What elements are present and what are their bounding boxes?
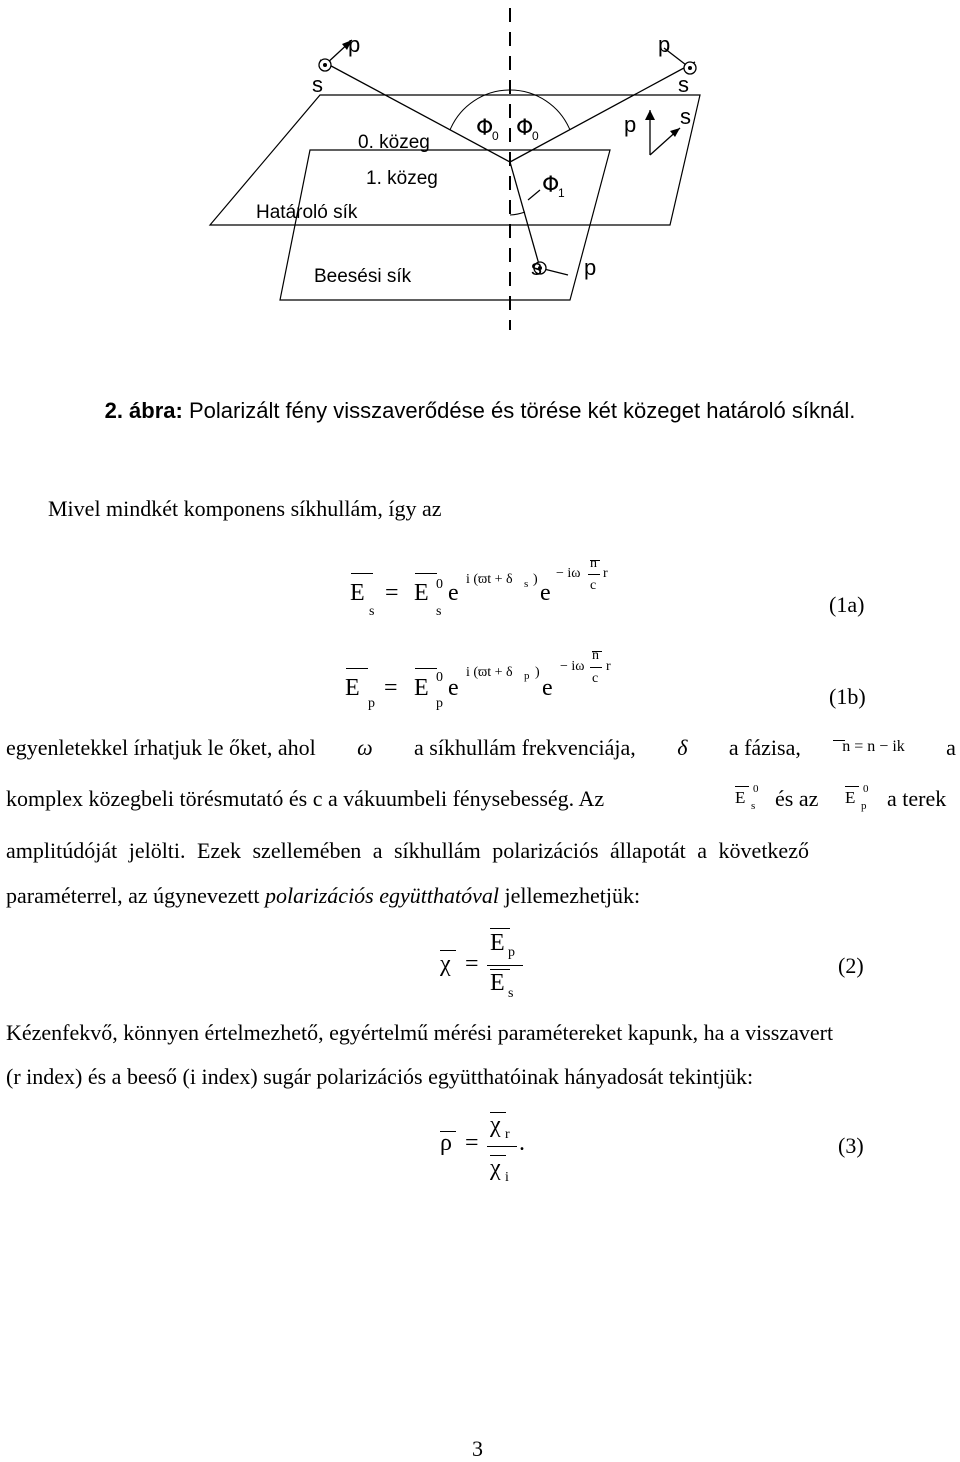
polarization-figure bbox=[180, 0, 740, 340]
eq1a-exp2-c: c bbox=[590, 578, 597, 593]
Ep0-sup: 0 bbox=[863, 783, 869, 795]
p2-text-b: és az bbox=[775, 786, 819, 811]
Es0-E: E bbox=[735, 788, 746, 807]
eq1b-exp2-n: n bbox=[592, 648, 599, 663]
p1-text-c: a fázisa, bbox=[728, 735, 801, 760]
label-p-reflected: p bbox=[658, 32, 671, 57]
eq1a-exp1: i (ϖt + δ bbox=[466, 572, 513, 587]
label-p-refracted: p bbox=[584, 255, 597, 280]
eq3-rho: ρ bbox=[440, 1130, 452, 1156]
label-phi0-left: Φ bbox=[476, 116, 494, 141]
p1-text-d: a bbox=[946, 735, 956, 760]
Es0-sup: 0 bbox=[753, 783, 759, 795]
paragraph-line-3 bbox=[6, 838, 956, 864]
label-phi0-left-sub: 0 bbox=[492, 129, 499, 143]
caption-label: 2. ábra: bbox=[104, 398, 183, 423]
eq1a-exp2-r: r bbox=[603, 566, 608, 581]
reflected-s-dot-center bbox=[688, 66, 692, 70]
p1-text-b: a síkhullám frekvenciája, bbox=[414, 735, 636, 760]
p2-text-c: a terek bbox=[887, 786, 947, 811]
p6-text: (r index) és a beeső (i index) sugár polarizációs együtthatóinak hányadosát tekintjük: bbox=[6, 1064, 754, 1089]
Ep0-E: E bbox=[845, 788, 856, 807]
eq1a-e2: e bbox=[540, 580, 551, 606]
eq2-Ep: E bbox=[490, 930, 505, 956]
eq1b-sub-p2: p bbox=[436, 696, 443, 711]
eqno-3: (3) bbox=[838, 1133, 864, 1158]
label-phi0-right: Φ bbox=[516, 116, 534, 141]
eq1b-e1: e bbox=[448, 675, 459, 701]
angle-arc-phi1 bbox=[510, 212, 525, 215]
label-medium1: 1. közeg bbox=[366, 168, 438, 189]
complex-index-formula: n = n − ik bbox=[842, 738, 905, 755]
delta-symbol: δ bbox=[677, 735, 688, 760]
eqno-2: (2) bbox=[838, 953, 864, 978]
eq2-chi: χ bbox=[440, 951, 451, 977]
eq1a-sub-s: s bbox=[369, 604, 375, 619]
eq1b-equals: = bbox=[384, 675, 398, 701]
eq1a-e1: e bbox=[448, 580, 459, 606]
eq3-chi-r: χ bbox=[490, 1112, 501, 1138]
label-s-incident: s bbox=[312, 72, 323, 97]
eq3-chi-i-sub: i bbox=[505, 1170, 509, 1185]
label-s-refracted: s bbox=[531, 255, 542, 280]
eq1b-exp1-close: ) bbox=[535, 665, 540, 680]
eq1a-E: E bbox=[350, 580, 365, 606]
reflected-ray bbox=[510, 62, 695, 162]
eq1b-E: E bbox=[345, 675, 360, 701]
label-medium0: 0. közeg bbox=[358, 132, 430, 153]
eq2-Es-sub: s bbox=[508, 986, 514, 1001]
eq2-Ep-sub: p bbox=[508, 945, 515, 960]
eq1a-sub-s2: s bbox=[436, 604, 442, 619]
eq1a-exp1-close: ) bbox=[533, 572, 538, 587]
eqno-1b: (1b) bbox=[829, 684, 866, 709]
eq1a-equals: = bbox=[385, 580, 399, 606]
label-p-incident: p bbox=[348, 32, 361, 57]
eq2-equals: = bbox=[465, 951, 479, 977]
eq3-chi-r-sub: r bbox=[505, 1127, 510, 1142]
p2-text-a: komplex közegbeli törésmutató és c a vákuumbeli fénysebesség. Az bbox=[6, 786, 605, 811]
eq1b-e2: e bbox=[542, 675, 553, 701]
p4-text-a: paraméterrel, az úgynevezett bbox=[6, 883, 260, 908]
figure-caption bbox=[60, 394, 900, 428]
caption-text: Polarizált fény visszaverődése és törése két közeget határoló síknál. bbox=[182, 398, 856, 423]
eq1b-exp2-c: c bbox=[592, 671, 599, 686]
eq1a-exp2: − iω bbox=[556, 566, 581, 581]
p4-text-b: jellemezhetjük: bbox=[504, 883, 641, 908]
eq1a-E0: E bbox=[414, 580, 429, 606]
eq3-equals: = bbox=[465, 1130, 479, 1156]
eq3-dot: . bbox=[519, 1130, 525, 1156]
eq1b-exp1: i (ϖt + δ bbox=[466, 665, 513, 680]
eq1a-exp2-n: n bbox=[590, 556, 597, 571]
eq1a-sup-0: 0 bbox=[436, 577, 443, 592]
p3-text: amplitúdóját jelölti. Ezek szellemében a síkhullám polarizációs állapotát a következő bbox=[6, 838, 809, 863]
paragraph-line-1 bbox=[6, 735, 956, 761]
incident-s-dot-center bbox=[323, 63, 327, 67]
Ep0-sub: p bbox=[861, 800, 867, 812]
p4-emphasis: polarizációs együtthatóval bbox=[264, 883, 499, 908]
eq2-Es: E bbox=[490, 970, 505, 996]
paragraph-line-4 bbox=[6, 883, 640, 909]
eq3-chi-i: χ bbox=[490, 1155, 501, 1181]
eqno-1a: (1a) bbox=[829, 592, 865, 617]
eq1b-sup-0: 0 bbox=[436, 670, 443, 685]
label-phi1: Φ bbox=[542, 173, 560, 198]
eq1b-sub-p: p bbox=[368, 696, 375, 711]
arrowhead bbox=[645, 110, 655, 120]
eq1a-exp1-sub: s bbox=[524, 578, 529, 590]
eq1b-exp1-sub: p bbox=[524, 670, 530, 682]
eq1b-E0: E bbox=[414, 675, 429, 701]
label-p-axis: p bbox=[624, 112, 637, 137]
label-s-axis: s bbox=[680, 104, 691, 129]
page-number: 3 bbox=[472, 1436, 483, 1461]
eq1b-exp2: − iω bbox=[560, 659, 585, 674]
label-incidence-plane: Beesési sík bbox=[314, 266, 412, 287]
reflection-refraction-diagram bbox=[180, 0, 740, 340]
label-phi0-right-sub: 0 bbox=[532, 129, 539, 143]
p5-text: Kézenfekvő, könnyen értelmezhető, egyértelmű mérési paramétereket kapunk, ha a visszavert bbox=[6, 1020, 834, 1045]
p1-text-a: egyenletekkel írhatjuk le őket, ahol bbox=[6, 735, 316, 760]
omega-symbol: ω bbox=[357, 735, 373, 760]
intro-line: Mivel mindkét komponens síkhullám, így az bbox=[48, 496, 442, 521]
label-phi1-sub: 1 bbox=[558, 186, 565, 200]
label-boundary-plane: Határoló sík bbox=[256, 202, 358, 223]
Es0-sub: s bbox=[751, 800, 756, 812]
eq1b-exp2-r: r bbox=[606, 659, 611, 674]
label-s-reflected: s bbox=[678, 72, 689, 97]
phi1-arrow bbox=[528, 190, 540, 200]
